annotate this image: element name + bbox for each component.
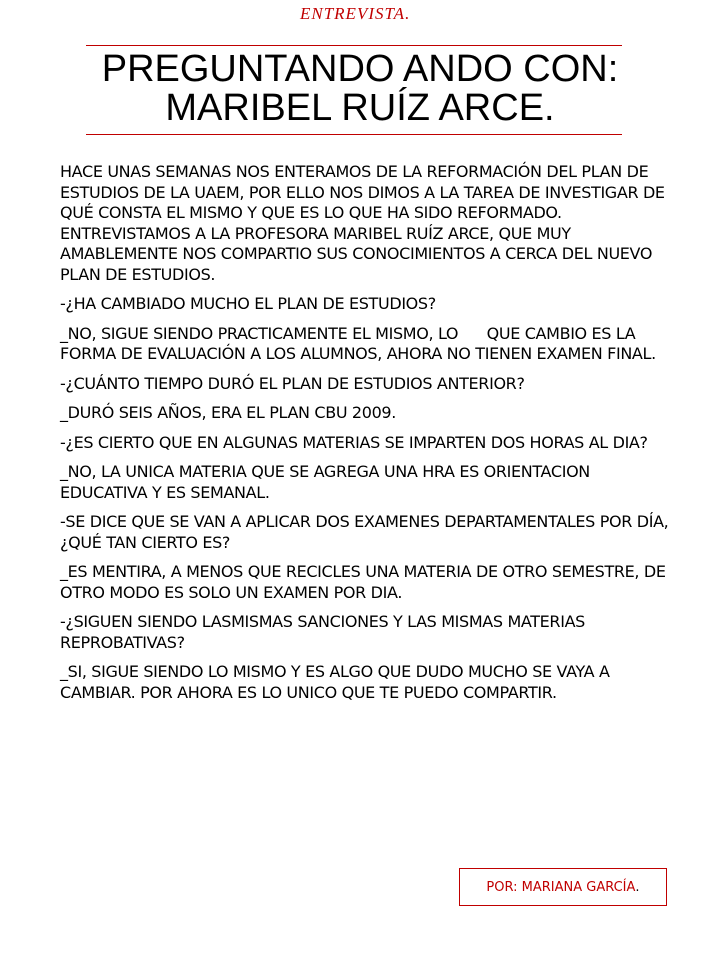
title-top-rule [86, 45, 622, 46]
author-credit-period: . [635, 879, 640, 895]
question-2: -¿CUÁNTO TIEMPO DURÓ EL PLAN DE ESTUDIOS ANTERIOR? [60, 373, 525, 393]
question-1: -¿HA CAMBIADO MUCHO EL PLAN DE ESTUDIOS? [60, 294, 436, 313]
intro-paragraph: HACE UNAS SEMANAS NOS ENTERAMOS DE LA REFORMACIÓN DEL PLAN DE ESTUDIOS DE LA UAEM, POR ELLO NOS DIMOS A LA TAREA DE INVESTIGAR DE QUÉ CONSTA EL MISMO Y QUE ES LO QUE HA SIDO REFORMADO. ENTREVISTAMOS A LA PROFESORA MARIBEL RUÍZ ARCE, QUE MUY AMABLEMENTE NOS COMPARTIO SUS CONOCIMIENTOS A CERCA DEL NUEVO PLAN DE ESTUDIOS. [60, 162, 665, 284]
question-5: -¿SIGUEN SIENDO LASMISMAS SANCIONES Y LAS MISMAS MATERIAS REPROBATIVAS? [60, 612, 585, 652]
author-credit-box [459, 868, 667, 906]
question-3: -¿ES CIERTO QUE EN ALGUNAS MATERIAS SE IMPARTEN DOS HORAS AL DIA? [60, 432, 648, 452]
section-kicker: ENTREVISTA. [300, 4, 411, 23]
title-line-1: PREGUNTANDO ANDO CON: [101, 48, 619, 90]
title-line-2: MARIBEL RUÍZ ARCE. [165, 87, 555, 129]
answer-3: _NO, LA UNICA MATERIA QUE SE AGREGA UNA HRA ES ORIENTACION EDUCATIVA Y ES SEMANAL. [60, 462, 590, 502]
answer-4: _ES MENTIRA, A MENOS QUE RECICLES UNA MATERIA DE OTRO SEMESTRE, DE OTRO MODO ES SOLO UN EXAMEN POR DIA. [60, 562, 666, 602]
question-4: -SE DICE QUE SE VAN A APLICAR DOS EXAMENES DEPARTAMENTALES POR DÍA, ¿QUÉ TAN CIERTO ES? [60, 512, 669, 552]
answer-5: _SI, SIGUE SIENDO LO MISMO Y ES ALGO QUE DUDO MUCHO SE VAYA A CAMBIAR. POR AHORA ES LO UNICO QUE TE PUEDO COMPARTIR. [60, 662, 610, 702]
author-credit: POR: MARIANA GARCÍA [486, 879, 636, 895]
article-body [60, 162, 680, 712]
page-title [60, 50, 660, 128]
answer-1: _NO, SIGUE SIENDO PRACTICAMENTE EL MISMO, LO QUE CAMBIO ES LA FORMA DE EVALUACIÓN A LOS ALUMNOS, AHORA NO TIENEN EXAMEN FINAL. [60, 323, 656, 363]
title-bottom-rule [86, 134, 622, 135]
answer-2: _DURÓ SEIS AÑOS, ERA EL PLAN CBU 2009. [60, 403, 396, 422]
